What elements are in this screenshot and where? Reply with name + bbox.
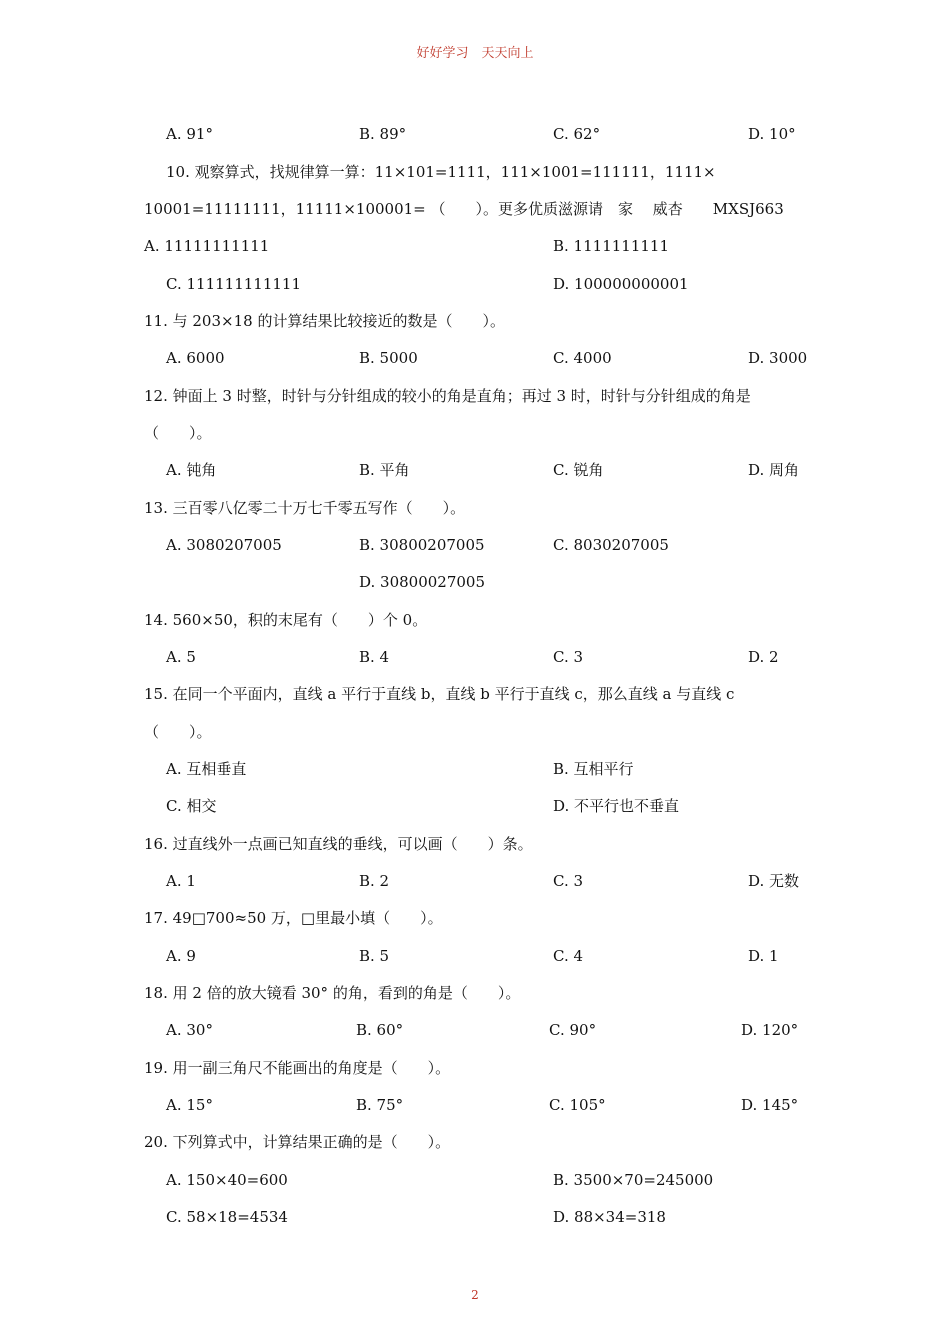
q15-option-c: C. 相交 bbox=[166, 797, 217, 815]
q16-option-d: D. 无数 bbox=[748, 872, 800, 890]
q20-option-d: D. 88×34=318 bbox=[553, 1208, 666, 1226]
q11-option-a: A. 6000 bbox=[166, 349, 225, 367]
q19-text: 19. 用一副三角尺不能画出的角度是（ ）。 bbox=[144, 1059, 451, 1077]
q12-option-b: B. 平角 bbox=[359, 461, 410, 479]
q17-option-c: C. 4 bbox=[553, 947, 584, 965]
q10-option-a: A. 11111111111 bbox=[144, 237, 270, 255]
q10-text-line1: 10. 观察算式，找规律算一算：11×101=1111，111×1001=111111，1111× bbox=[166, 163, 716, 181]
q11-option-c: C. 4000 bbox=[553, 349, 612, 367]
q18-option-c: C. 90° bbox=[549, 1021, 597, 1039]
q20-option-b: B. 3500×70=245000 bbox=[553, 1171, 714, 1189]
q18-option-a: A. 30° bbox=[166, 1021, 213, 1039]
q18-option-d: D. 120° bbox=[741, 1021, 799, 1039]
q9-option-c: C. 62° bbox=[553, 125, 601, 143]
q16-option-b: B. 2 bbox=[359, 872, 390, 890]
q10-option-d: D. 100000000001 bbox=[553, 275, 689, 293]
page-number: 2 bbox=[471, 1288, 479, 1302]
q16-text: 16. 过直线外一点画已知直线的垂线，可以画（ ）条。 bbox=[144, 835, 533, 853]
q20-option-c: C. 58×18=4534 bbox=[166, 1208, 288, 1226]
q17-option-b: B. 5 bbox=[359, 947, 390, 965]
q20-option-a: A. 150×40=600 bbox=[166, 1171, 288, 1189]
q13-text: 13. 三百零八亿零二十万七千零五写作（ ）。 bbox=[144, 499, 466, 517]
q17-text: 17. 49□700≈50 万，□里最小填（ ）。 bbox=[144, 909, 443, 927]
q19-option-c: C. 105° bbox=[549, 1096, 606, 1114]
q15-text-line2: （ ）。 bbox=[144, 723, 212, 741]
q13-option-b: B. 30800207005 bbox=[359, 536, 485, 554]
q19-option-a: A. 15° bbox=[166, 1096, 213, 1114]
q14-option-c: C. 3 bbox=[553, 648, 584, 666]
q10-option-b: B. 1111111111 bbox=[553, 237, 669, 255]
q13-option-d: D. 30800027005 bbox=[359, 573, 486, 591]
q17-option-a: A. 9 bbox=[166, 947, 196, 965]
q15-option-a: A. 互相垂直 bbox=[166, 760, 247, 778]
q15-option-b: B. 互相平行 bbox=[553, 760, 634, 778]
q16-option-c: C. 3 bbox=[553, 872, 584, 890]
q17-option-d: D. 1 bbox=[748, 947, 779, 965]
page-header: 好好学习 天天向上 bbox=[416, 46, 534, 61]
q9-option-b: B. 89° bbox=[359, 125, 407, 143]
q14-text: 14. 560×50，积的末尾有（ ）个 0。 bbox=[144, 611, 428, 629]
q20-text: 20. 下列算式中，计算结果正确的是（ ）。 bbox=[144, 1133, 451, 1151]
q13-option-c: C. 8030207005 bbox=[553, 536, 669, 554]
q18-option-b: B. 60° bbox=[356, 1021, 404, 1039]
q16-option-a: A. 1 bbox=[166, 872, 196, 890]
q10-option-c: C. 111111111111 bbox=[166, 275, 301, 293]
q15-text-line1: 15. 在同一个平面内，直线 a 平行于直线 b，直线 b 平行于直线 c，那么直线 a 与直线 c bbox=[144, 685, 735, 703]
q18-text: 18. 用 2 倍的放大镜看 30° 的角，看到的角是（ ）。 bbox=[144, 984, 521, 1002]
q12-option-d: D. 周角 bbox=[748, 461, 800, 479]
q11-option-b: B. 5000 bbox=[359, 349, 418, 367]
q14-option-a: A. 5 bbox=[166, 648, 196, 666]
q12-text-line1: 12. 钟面上 3 时整，时针与分针组成的较小的角是直角；再过 3 时，时针与分针组成的角是 bbox=[144, 387, 751, 405]
q14-option-d: D. 2 bbox=[748, 648, 779, 666]
q10-text-line2: 10001=11111111，11111×100001= （ ）。更多优质滋源请 家 威杏 MXSJ663 bbox=[144, 200, 784, 218]
q14-option-b: B. 4 bbox=[359, 648, 390, 666]
q19-option-d: D. 145° bbox=[741, 1096, 799, 1114]
q12-option-a: A. 钝角 bbox=[166, 461, 217, 479]
q11-option-d: D. 3000 bbox=[748, 349, 808, 367]
q19-option-b: B. 75° bbox=[356, 1096, 404, 1114]
q12-option-c: C. 锐角 bbox=[553, 461, 604, 479]
q13-option-a: A. 3080207005 bbox=[166, 536, 282, 554]
q12-text-line2: （ ）。 bbox=[144, 424, 212, 442]
q11-text: 11. 与 203×18 的计算结果比较接近的数是（ ）。 bbox=[144, 312, 505, 330]
q9-option-d: D. 10° bbox=[748, 125, 796, 143]
q9-option-a: A. 91° bbox=[166, 125, 213, 143]
q15-option-d: D. 不平行也不垂直 bbox=[553, 797, 680, 815]
